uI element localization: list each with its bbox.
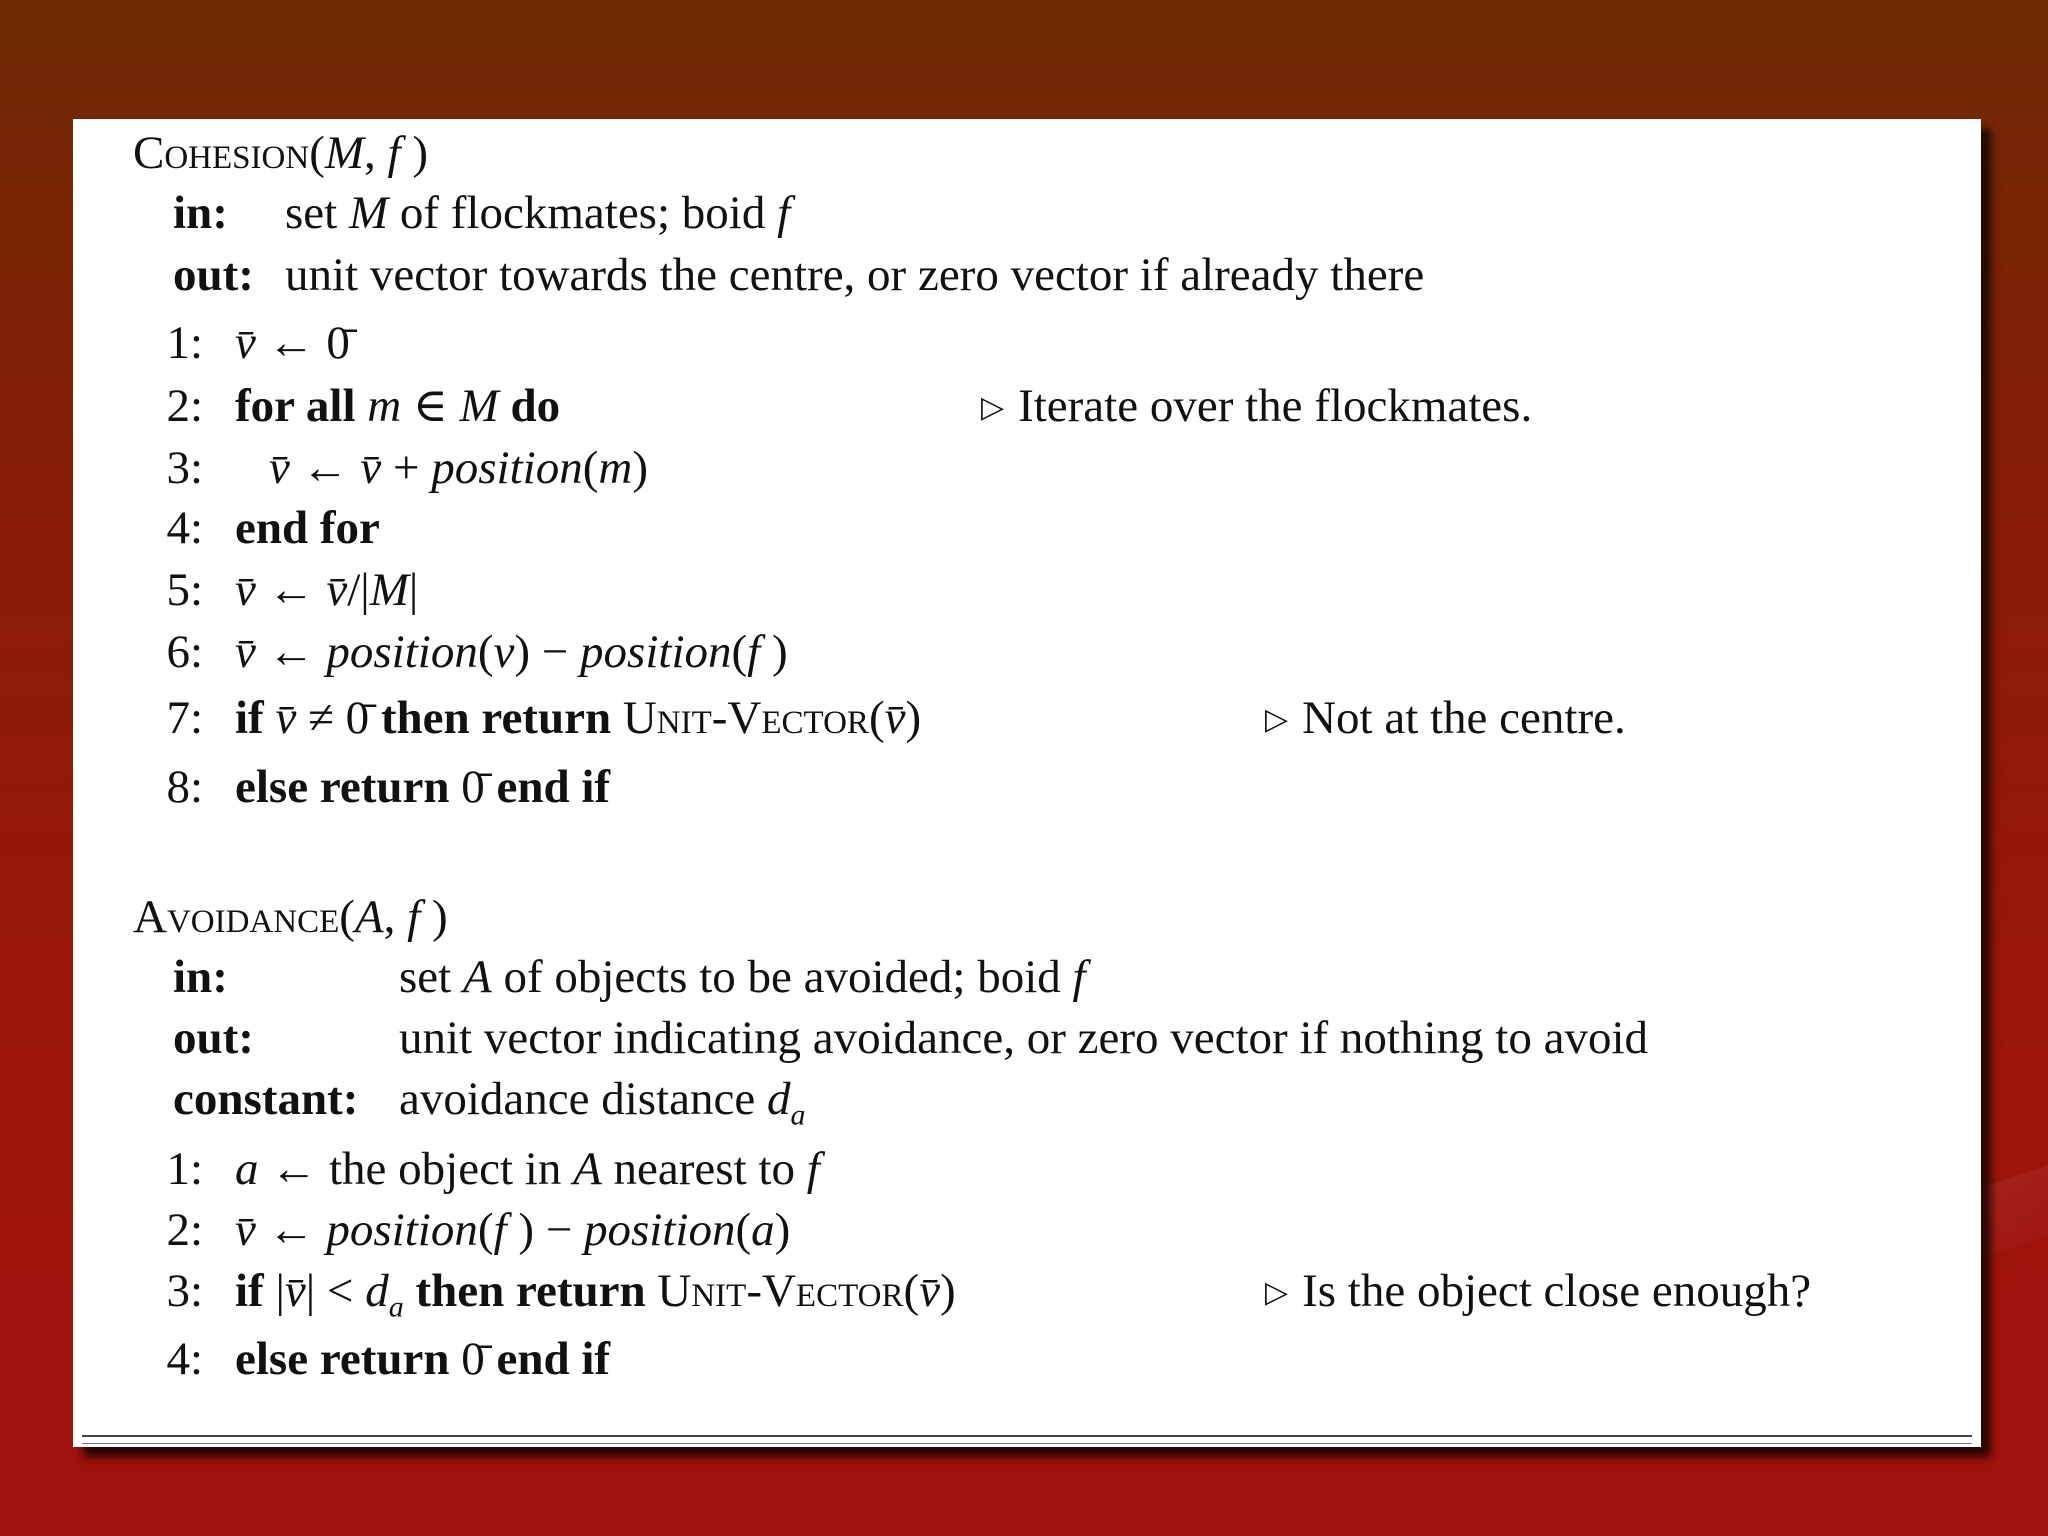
avoidance-constant-text: avoidance distance $d_a$ (399, 1073, 806, 1132)
cohesion-line-number: 7: (166, 692, 203, 744)
avoidance-line-number: 1: (166, 1143, 203, 1195)
cohesion-line-2-comment: ▷ Iterate over the flockmates. (981, 380, 1533, 432)
cohesion-line-5-code: v̄ ← v̄/|M| (235, 564, 419, 616)
cohesion-line-number: 3: (166, 442, 203, 494)
cohesion-line-number: 8: (166, 761, 203, 813)
avoidance-line-3-comment: ▷ Is the object close enough? (1265, 1265, 1812, 1317)
avoidance-line-4-code: else return 0̄ end if (235, 1333, 611, 1385)
avoidance-line-1-code: a ← the object in A nearest to f (235, 1143, 820, 1195)
cohesion-in-text: set M of flockmates; boid f (285, 187, 791, 239)
avoidance-header: Avoidance(A, f ) (133, 891, 448, 943)
avoidance-line-3-code: if |v̄| < $d_a$ then return Unit-Vector(v̄) (235, 1265, 956, 1324)
cohesion-out-text: unit vector towards the centre, or zero vector if already there (285, 249, 1425, 301)
avoidance-line-number: 4: (166, 1333, 203, 1385)
cohesion-line-8-code: else return 0̄ end if (235, 761, 611, 813)
comment-triangle-icon: ▷ (1265, 703, 1289, 736)
cohesion-line-number: 5: (166, 564, 203, 616)
cohesion-line-7-code: if v̄ ≠ 0̄ then return Unit-Vector(v̄) (235, 692, 922, 744)
cohesion-line-1-code: v̄ ← 0̄ (235, 317, 350, 369)
cohesion-line-number: 6: (166, 626, 203, 678)
comment-triangle-icon: ▷ (981, 391, 1005, 424)
avoidance-line-number: 2: (166, 1204, 203, 1256)
cohesion-line-7-comment: ▷ Not at the centre. (1265, 692, 1626, 744)
bottom-rule (82, 1443, 1972, 1444)
avoidance-in-text: set A of objects to be avoided; boid f (399, 951, 1086, 1003)
comment-triangle-icon: ▷ (1265, 1276, 1289, 1309)
algorithm-page (73, 119, 1981, 1447)
cohesion-line-2-code: for all m ∈ M do (235, 380, 561, 432)
bottom-rule (82, 1435, 1972, 1437)
cohesion-line-number: 4: (166, 502, 203, 554)
avoidance-out-label: out: (173, 1012, 254, 1064)
cohesion-line-number: 1: (166, 317, 203, 369)
avoidance-in-label: in: (173, 951, 228, 1003)
cohesion-out-label: out: (173, 249, 254, 301)
cohesion-in-label: in: (173, 187, 228, 239)
cohesion-line-6-code: v̄ ← position(v) − position(f ) (235, 626, 788, 678)
cohesion-line-number: 2: (166, 380, 203, 432)
cohesion-header: Cohesion(M, f ) (133, 127, 428, 179)
avoidance-line-number: 3: (166, 1265, 203, 1317)
avoidance-out-text: unit vector indicating avoidance, or zero vector if nothing to avoid (399, 1012, 1649, 1064)
cohesion-line-4-code: end for (235, 502, 380, 554)
avoidance-line-2-code: v̄ ← position(f ) − position(a) (235, 1204, 791, 1256)
avoidance-constant-label: constant: (173, 1073, 359, 1125)
cohesion-line-3-code: v̄ ← v̄ + position(m) (269, 442, 648, 494)
